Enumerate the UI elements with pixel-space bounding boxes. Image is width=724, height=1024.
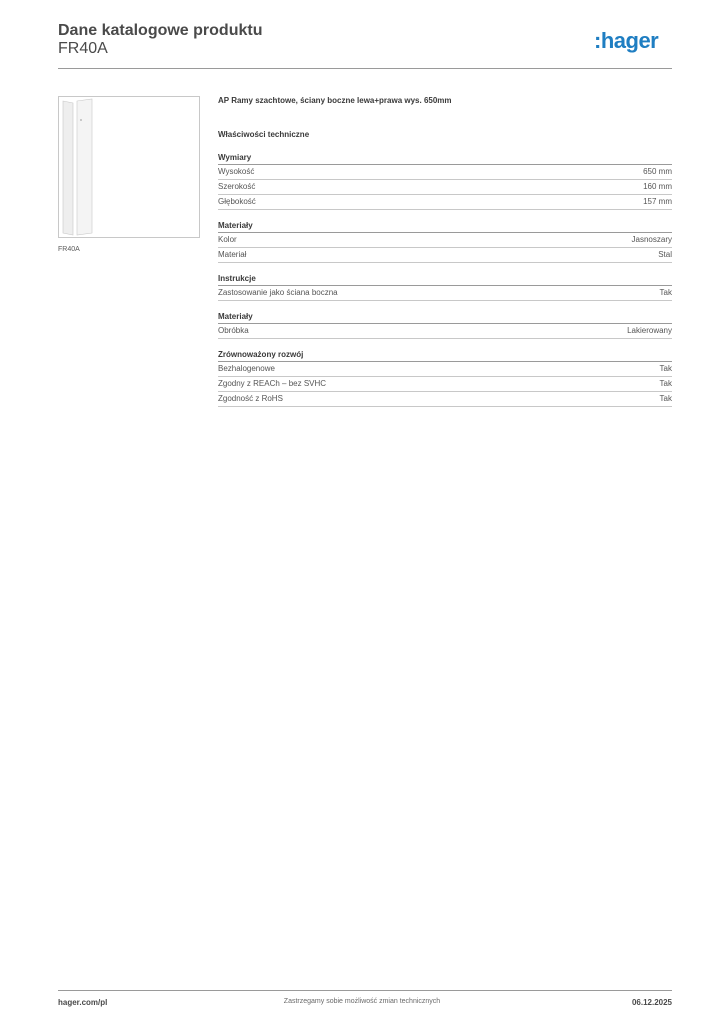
section-heading: Zrównoważony rozwój — [218, 349, 672, 362]
spec-row — [218, 248, 672, 263]
spec-row — [218, 195, 672, 210]
spec-value: Tak — [659, 364, 672, 373]
spec-label: Głębokość — [218, 197, 256, 206]
spec-value: Tak — [659, 379, 672, 388]
spec-row — [218, 392, 672, 407]
spec-label: Szerokość — [218, 182, 256, 191]
spec-value: Stal — [658, 250, 672, 259]
spec-label: Zgodny z REACh – bez SVHC — [218, 379, 327, 388]
spec-label: Zgodność z RoHS — [218, 394, 283, 403]
spec-row — [218, 165, 672, 180]
spec-row — [218, 324, 672, 339]
image-caption: FR40A — [58, 246, 80, 253]
section-finish — [218, 311, 672, 339]
logo-text: hager — [600, 28, 659, 53]
spec-label: Obróbka — [218, 326, 249, 335]
spec-value: Tak — [659, 288, 672, 297]
header-divider — [58, 68, 672, 69]
spec-value: 650 mm — [643, 167, 672, 176]
footer-website-link[interactable]: hager.com/pl — [58, 998, 108, 1007]
spec-row — [218, 362, 672, 377]
spec-label: Materiał — [218, 250, 247, 259]
spec-value: 157 mm — [643, 197, 672, 206]
product-title: AP Ramy szachtowe, ściany boczne lewa+prawa wys. 650mm — [218, 96, 452, 105]
hager-logo: :hager — [594, 28, 659, 53]
spec-value: Lakierowany — [627, 326, 672, 335]
spec-row — [218, 180, 672, 195]
spec-label: Wysokość — [218, 167, 255, 176]
section-instructions — [218, 273, 672, 301]
section-heading: Instrukcje — [218, 273, 672, 286]
footer-disclaimer: Zastrzegamy sobie możliwość zmian technicznych — [283, 998, 441, 1005]
footer-divider — [58, 990, 672, 991]
section-heading: Wymiary — [218, 152, 672, 165]
section-materials — [218, 220, 672, 263]
spec-row — [218, 233, 672, 248]
spec-label: Bezhalogenowe — [218, 364, 275, 373]
technical-properties-heading: Właściwości techniczne — [218, 130, 310, 139]
spec-row — [218, 377, 672, 392]
footer-date: 06.12.2025 — [631, 998, 672, 1007]
spec-value: 160 mm — [643, 182, 672, 191]
spec-label: Kolor — [218, 235, 237, 244]
product-code: FR40A — [58, 40, 108, 57]
spec-row — [218, 286, 672, 301]
page-title: Dane katalogowe produktu — [58, 22, 263, 39]
spec-label: Zastosowanie jako ściana boczna — [218, 288, 338, 297]
section-heading: Materiały — [218, 220, 672, 233]
section-heading: Materiały — [218, 311, 672, 324]
product-image — [58, 96, 200, 238]
spec-value: Jasnoszary — [631, 235, 672, 244]
product-details — [218, 96, 672, 407]
side-panels-illustration — [59, 97, 199, 237]
spec-value: Tak — [659, 394, 672, 403]
section-dimensions — [218, 152, 672, 210]
section-sustainability — [218, 349, 672, 407]
